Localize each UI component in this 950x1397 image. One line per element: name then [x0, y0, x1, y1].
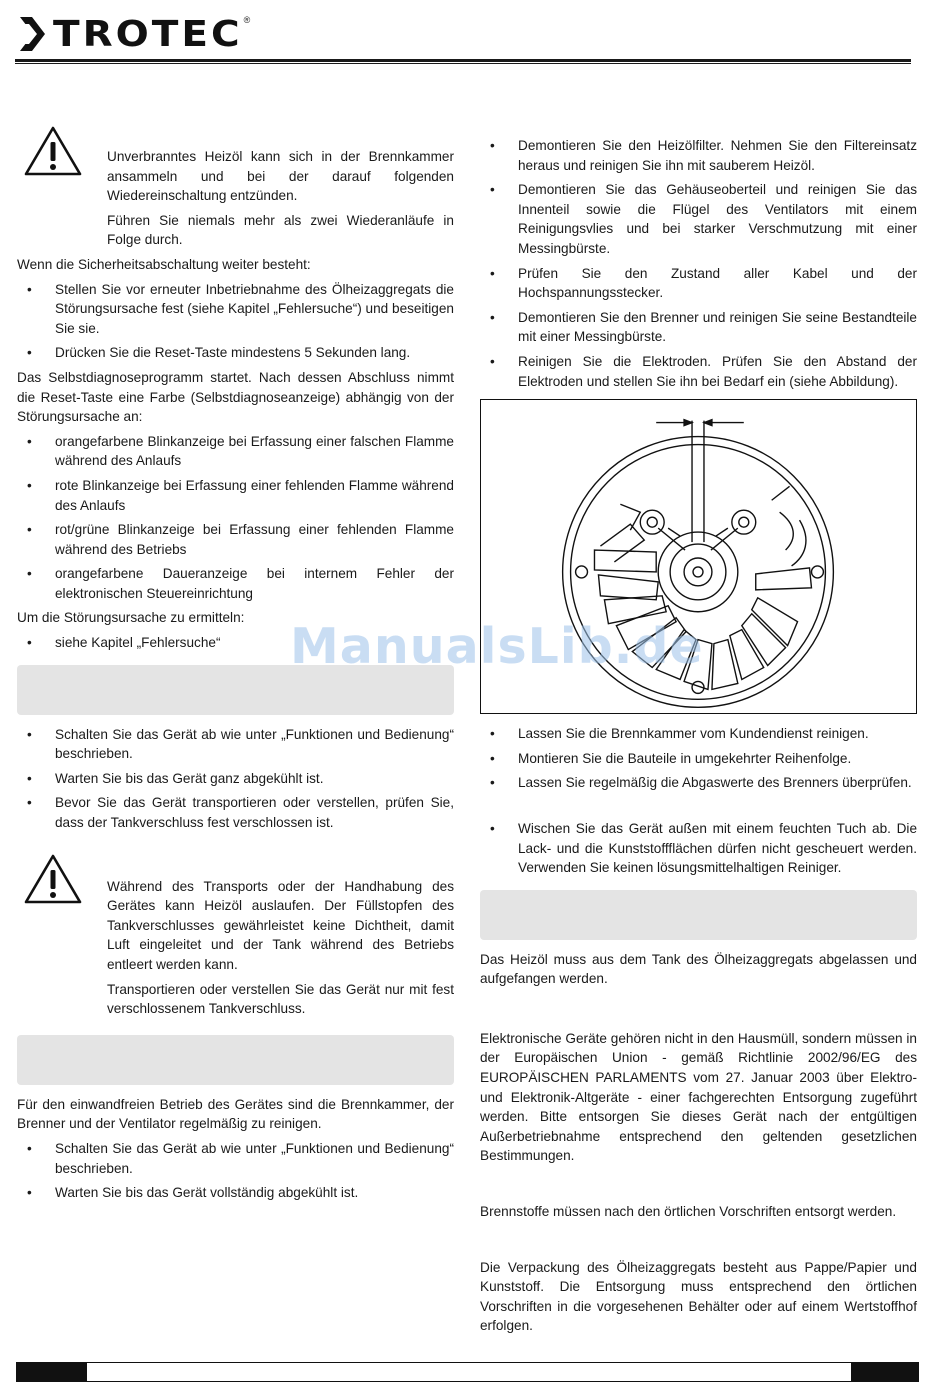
list-item: • Wischen Sie das Gerät außen mit einem feuchten Tuch ab. Die Lack- und die Kunststoffflächen dürfen nicht gescheuert werden. Verwenden Sie keinen lösungsmittelhaltigen Reiniger.: [480, 819, 917, 878]
warning-text: Transportieren oder verstellen Sie das Gerät nur mit fest verschlossenem Tankverschluss.: [107, 981, 454, 1017]
bullet-list: [480, 136, 917, 391]
warning-text: Führen Sie niemals mehr als zwei Wiederanläufe in Folge durch.: [107, 212, 454, 248]
bullet-list: [17, 1139, 454, 1203]
list-item: • Lassen Sie die Brennkammer vom Kundendienst reinigen.: [480, 724, 917, 744]
section-heading-bar: [17, 1035, 454, 1085]
paragraph: Elektronische Geräte gehören nicht in den Hausmüll, sondern müssen in der Europäischen Union - gemäß Richtlinie 2002/96/EG des EUROPÄISCHEN PARLAMENTS vom 27. Januar 2003 über Elektro- und Elektronik-Altgeräte - einer fachgerechten Entsorgung zugeführt werden. Bitte entsorgen Sie dieses Gerät nach der entgültigen Außerbetriebnahme entsprechend den geltenden gesetzlichen Bestimmungen.: [480, 1030, 917, 1164]
paragraph: Das Heizöl muss aus dem Tank des Ölheizaggregats abgelassen und aufgefangen werden.: [480, 951, 917, 987]
list-item: • Reinigen Sie die Elektroden. Prüfen Sie den Abstand der Elektroden und stellen Sie ihn bei Bedarf ein (siehe Abbildung).: [480, 352, 917, 391]
bullet-list: [480, 819, 917, 878]
list-item: • Warten Sie bis das Gerät vollständig abgekühlt ist.: [17, 1183, 454, 1203]
list-item: • Bevor Sie das Gerät transportieren oder verstellen, prüfen Sie, dass der Tankverschluss fest verschlossen ist.: [17, 793, 454, 832]
paragraph: Für den einwandfreien Betrieb des Gerätes sind die Brennkammer, der Brenner und der Ventilator regelmäßig zu reinigen.: [17, 1096, 454, 1132]
paragraph: Um die Störungsursache zu ermitteln:: [17, 610, 245, 626]
warning-text: Während des Transports oder der Handhabung des Gerätes kann Heizöl auslaufen. Der Füllstopfen des Tankverschlusses gewährleistet keine Dichtheit, damit Luft eingeleitet und der Tank während des Betriebs entleert werden kann.: [107, 878, 454, 972]
paragraph: Wenn die Sicherheitsabschaltung weiter besteht:: [17, 256, 311, 272]
warning-triangle-icon: [23, 853, 83, 905]
list-item: • Schalten Sie das Gerät ab wie unter „Funktionen und Bedienung“ beschrieben.: [17, 725, 454, 764]
brand-name: TROTEC: [53, 13, 243, 55]
list-item: • rote Blinkanzeige bei Erfassung einer fehlenden Flamme während des Anlaufs: [17, 476, 454, 515]
list-item: • orangefarbene Blinkanzeige bei Erfassung einer falschen Flamme während des Anlaufs: [17, 432, 454, 471]
list-item: • orangefarbene Daueranzeige bei internem Fehler der elektronischen Steuereinrichtung: [17, 564, 454, 603]
footer-right-block: [851, 1363, 918, 1381]
list-item: • Drücken Sie die Reset-Taste mindestens 5 Sekunden lang.: [17, 343, 454, 363]
list-item: • Demontieren Sie das Gehäuseoberteil und reinigen Sie das Innenteil sowie die Flügel des Ventilators mit einem Reinigungsvlies und bei starker Verschmutzung mit einer Messingbürste.: [480, 180, 917, 258]
list-item: • Montieren Sie die Bauteile in umgekehrter Reihenfolge.: [480, 749, 917, 769]
right-column: [480, 136, 917, 1341]
trotec-logo-icon: [18, 15, 48, 53]
section-heading-bar: [480, 890, 917, 940]
footer-bar: [16, 1362, 919, 1382]
header-rule-thin: [15, 63, 911, 64]
warning-text: Unverbranntes Heizöl kann sich in der Brennkammer ansammeln und bei der darauf folgenden Wiedereinschaltung entzünden.: [107, 149, 454, 204]
list-item: • rot/grüne Blinkanzeige bei Erfassung einer fehlenden Flamme während des Betriebs: [17, 520, 454, 559]
watermark: ManualsLib.de: [290, 618, 704, 675]
warning-block-transport: [17, 853, 454, 1019]
paragraph: Das Selbstdiagnoseprogramm startet. Nach dessen Abschluss nimmt die Reset-Taste eine Farbe (Selbstdiagnoseanzeige) abhängig von der Störungsursache an:: [17, 369, 454, 425]
footer-left-block: [17, 1363, 87, 1381]
warning-block-restart: [17, 125, 454, 250]
list-item: • Demontieren Sie den Heizölfilter. Nehmen Sie den Filtereinsatz heraus und reinigen Sie ihn mit sauberem Heizöl.: [480, 136, 917, 175]
paragraph: Brennstoffe müssen nach den örtlichen Vorschriften entsorgt werden.: [480, 1204, 897, 1220]
brand-logo: [18, 12, 250, 56]
header-rule: [15, 59, 911, 62]
list-item: • Warten Sie bis das Gerät ganz abgekühlt ist.: [17, 769, 454, 789]
bullet-list: [17, 432, 454, 604]
bullet-list: [17, 725, 454, 833]
warning-triangle-icon: [23, 125, 83, 177]
paragraph: Die Verpackung des Ölheizaggregats besteht aus Pappe/Papier und Kunststoff. Die Entsorgung muss entsprechend den örtlichen Vorschriften in die vorgesehenen Behälter oder auf einem Wertstoffhof erfolgen.: [480, 1259, 917, 1334]
registered-mark: ®: [243, 15, 251, 25]
list-item: • Prüfen Sie den Zustand aller Kabel und der Hochspannungsstecker.: [480, 264, 917, 303]
list-item: • Stellen Sie vor erneuter Inbetriebnahme des Ölheizaggregats die Störungsursache fest (siehe Kapitel „Fehlersuche“) und beseitigen Sie sie.: [17, 280, 454, 339]
bullet-list: [480, 724, 917, 793]
list-item: • Lassen Sie regelmäßig die Abgaswerte des Brenners überprüfen.: [480, 773, 917, 793]
bullet-list: [17, 280, 454, 363]
list-item: • Demontieren Sie den Brenner und reinigen Sie seine Bestandteile mit einer Messingbürste.: [480, 308, 917, 347]
list-item: • siehe Kapitel „Fehlersuche“: [17, 633, 454, 653]
list-item: • Schalten Sie das Gerät ab wie unter „Funktionen und Bedienung“ beschrieben.: [17, 1139, 454, 1178]
